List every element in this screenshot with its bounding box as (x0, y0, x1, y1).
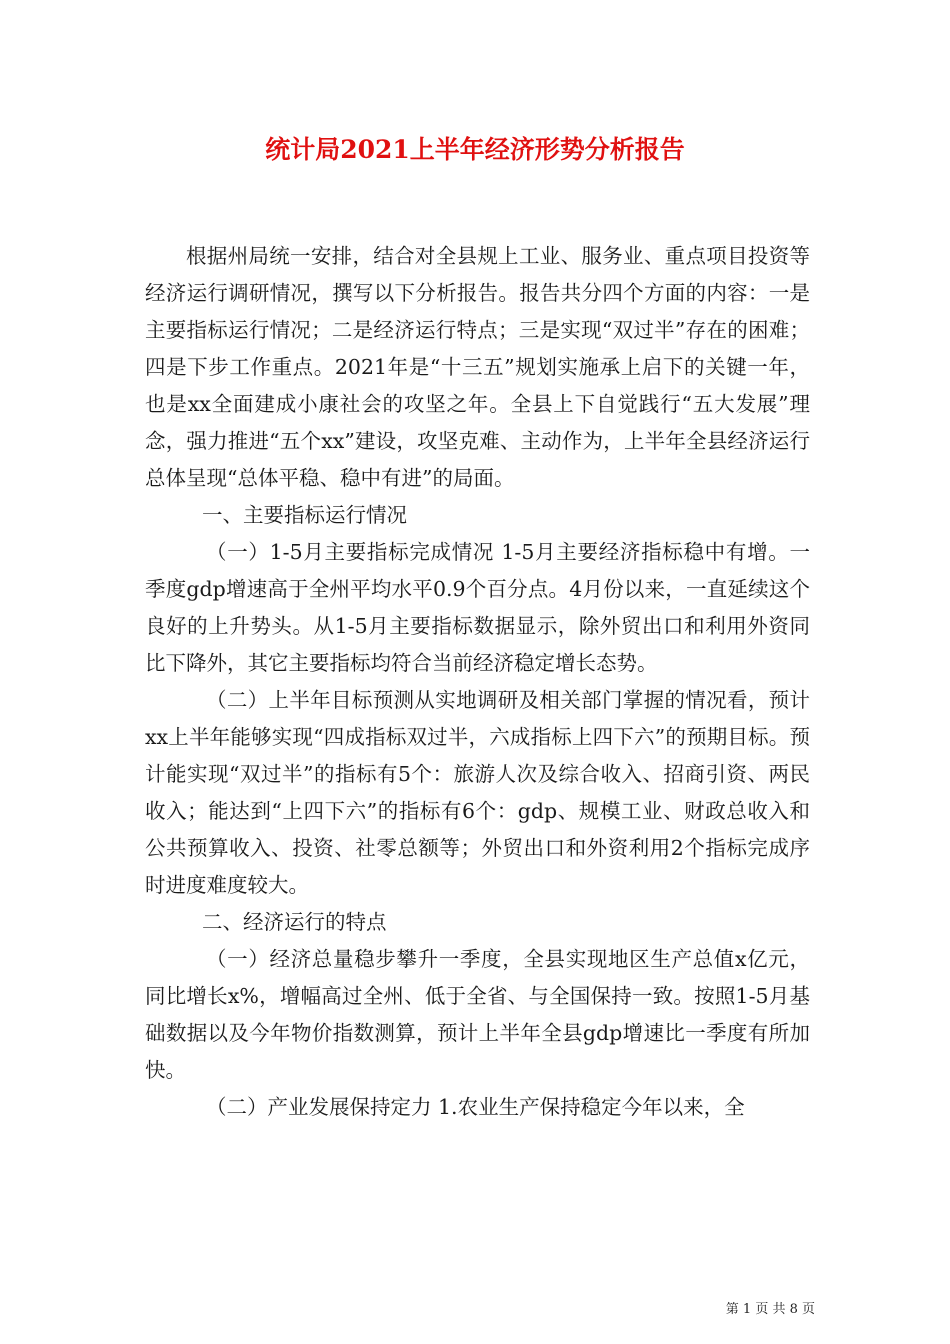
subsection-paragraph-2-2: （二）产业发展保持定力 1.农业生产保持稳定今年以来，全 (206, 1095, 745, 1119)
subsection-paragraph-2-1: （一）经济总量稳步攀升一季度，全县实现地区生产总值x亿元，同比增长x%，增幅高过全州、低于全省、与全国保持一致。按照1-5月基础数据以及今年物价指数测算，预计上半年全县gdp增速比一季度有所加快。 (145, 947, 810, 1082)
page-number: 第 1 页 共 8 页 (725, 1302, 815, 1317)
document-body (145, 238, 810, 1126)
subsection-paragraph-1-1: （一）1-5月主要指标完成情况 1-5月主要经济指标稳中有增。一季度gdp增速高于全州平均水平0.9个百分点。4月份以来，一直延续这个良好的上升势头。从1-5月主要指标数据显示，除外贸出口和利用外资同比下降外，其它主要指标均符合当前经济稳定增长态势。 (145, 540, 810, 675)
intro-paragraph: 根据州局统一安排，结合对全县规上工业、服务业、重点项目投资等经济运行调研情况，撰写以下分析报告。报告共分四个方面的内容：一是主要指标运行情况；二是经济运行特点；三是实现“双过半”存在的困难；四是下步工作重点。2021年是“十三五”规划实施承上启下的关键一年，也是xx全面建成小康社会的攻坚之年。全县上下自觉践行“五大发展”理念，强力推进“五个xx”建设，攻坚克难、主动作为，上半年全县经济运行总体呈现“总体平稳、稳中有进”的局面。 (145, 244, 810, 490)
document-title: 统计局2021上半年经济形势分析报告 (265, 135, 685, 164)
section-heading-2: 二、经济运行的特点 (202, 910, 387, 934)
section-heading-1: 一、主要指标运行情况 (202, 503, 407, 527)
subsection-paragraph-1-2: （二）上半年目标预测从实地调研及相关部门掌握的情况看，预计xx上半年能够实现“四成指标双过半，六成指标上四下六”的预期目标。预计能实现“双过半”的指标有5个：旅游人次及综合收入、招商引资、两民收入；能达到“上四下六”的指标有6个：gdp、规模工业、财政总收入和公共预算收入、投资、社零总额等；外贸出口和外资利用2个指标完成序时进度难度较大。 (145, 688, 810, 897)
